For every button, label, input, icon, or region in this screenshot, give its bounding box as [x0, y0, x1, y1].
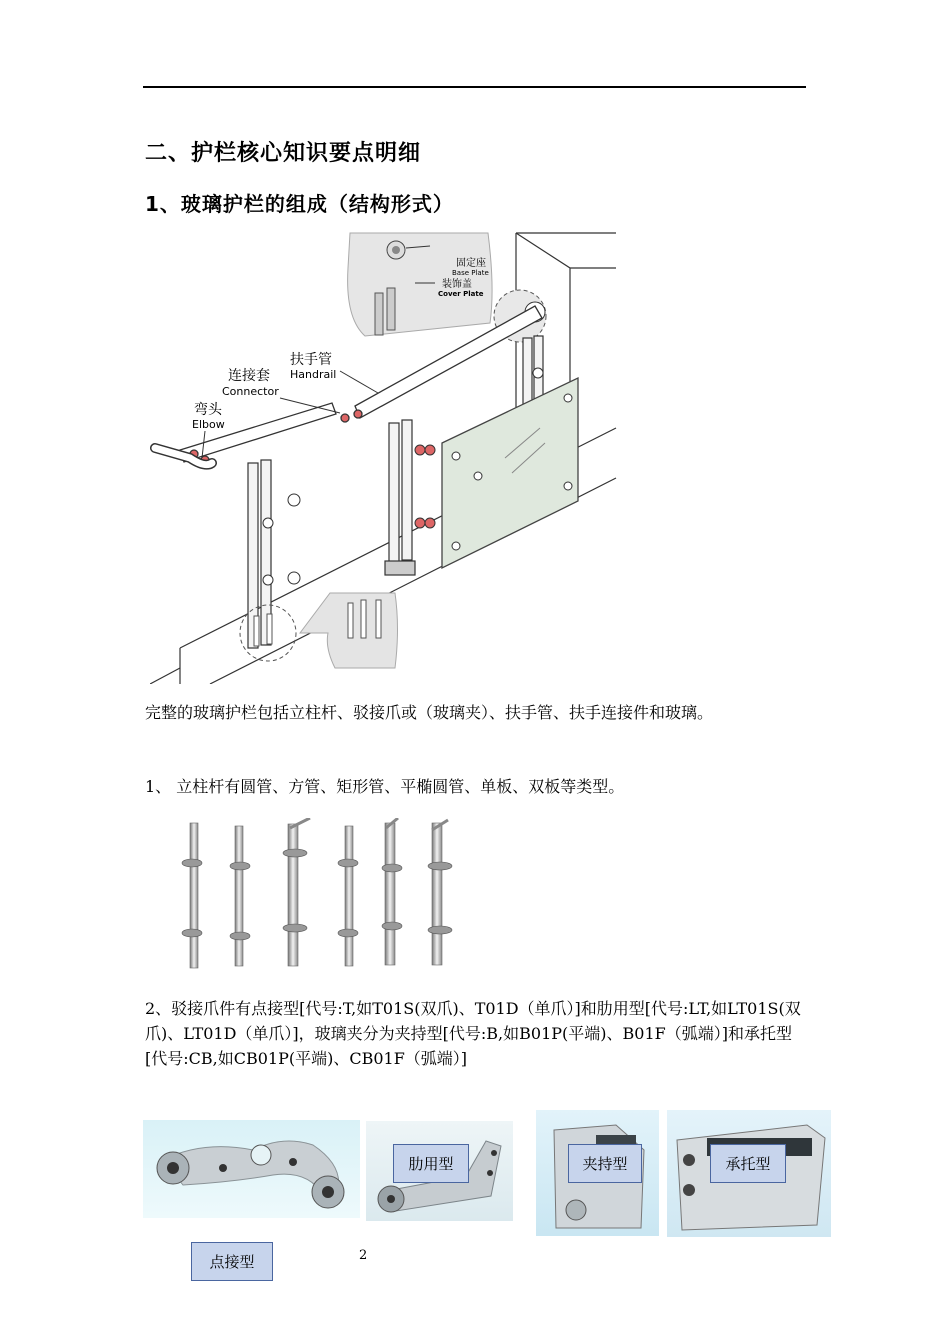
subsection-title: 1、玻璃护栏的组成（结构形式） — [145, 192, 454, 216]
point-type-label: 点接型 — [191, 1242, 273, 1281]
connector-en: Connector — [222, 385, 279, 398]
cover-plate-cn: 装饰盖 — [442, 279, 472, 290]
elbow-en: Elbow — [192, 418, 225, 431]
base-plate-en: Base Plate — [452, 269, 489, 277]
railing-assembly-diagram — [150, 228, 620, 684]
connector-cn: 连接套 — [228, 368, 270, 384]
glass-panel — [442, 378, 578, 568]
page-number: 2 — [359, 1248, 368, 1263]
posts-paragraph: 1、 立柱杆有圆管、方管、矩形管、平椭圆管、单板、双板等类型。 — [145, 777, 625, 796]
fittings-paragraph: 2、驳接爪件有点接型[代号:T,如T01S(双爪)、T01D（单爪）]和肋用型[代号:LT,如LT01S(双爪)、LT01D（单爪）]，玻璃夹分为夹持型[代号:B,如B01P(平端)、B01F（弧端）]和承托型[代号:CB,如CB01P(平端)、CB01F（弧端）] — [145, 999, 801, 1068]
rib-type-label: 肋用型 — [393, 1144, 469, 1183]
base-plate-cn: 固定座 — [456, 258, 486, 269]
cover-plate-en: Cover Plate — [438, 290, 484, 298]
point-spider-photo — [143, 1120, 360, 1218]
post-types-photo — [170, 818, 470, 973]
header-rule — [143, 86, 806, 88]
intro-paragraph: 完整的玻璃护栏包括立柱杆、驳接爪或（玻璃夹）、扶手管、扶手连接件和玻璃。 — [145, 703, 714, 722]
base-plate-inset — [348, 233, 492, 336]
support-type-label: 承托型 — [710, 1144, 786, 1183]
handrail-en: Handrail — [290, 368, 337, 381]
section-title: 二、护栏核心知识要点明细 — [145, 141, 422, 166]
elbow-cn: 弯头 — [194, 402, 222, 418]
handrail-cn: 扶手管 — [290, 352, 332, 368]
clamp-type-label: 夹持型 — [568, 1144, 642, 1183]
